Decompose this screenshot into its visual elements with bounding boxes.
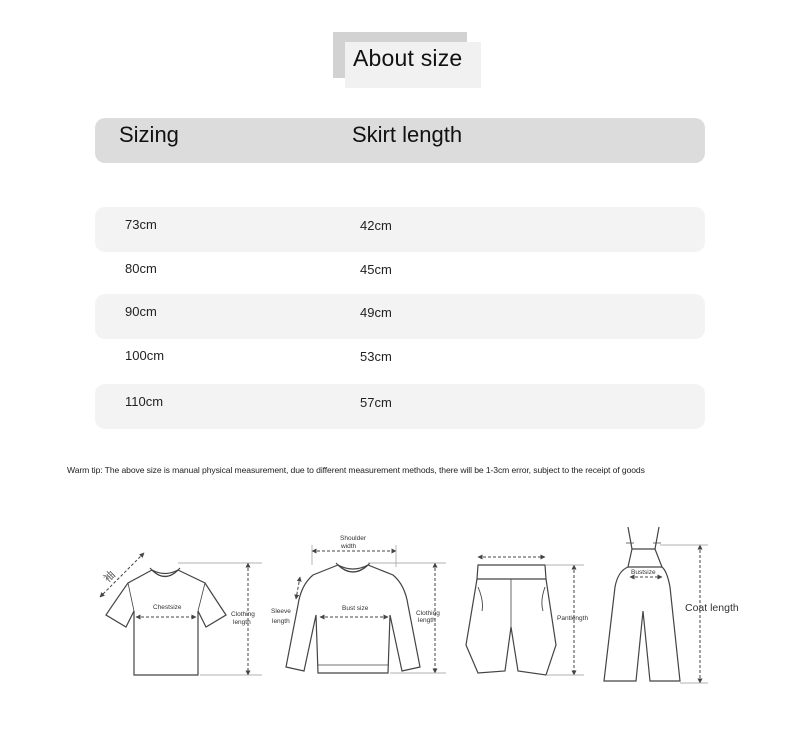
header-skirt-length: Skirt length (352, 122, 463, 147)
header-sizing: Sizing (119, 122, 179, 147)
pants-length-label: Pantlength (557, 615, 589, 622)
warm-tip: Warm tip: The above size is manual physical measurement, due to different measurement methods, there will be 1-3cm error, subject to the receipt of goods (67, 465, 645, 475)
cell-skirt-length: 49cm (360, 305, 392, 320)
cell-sizing: 100cm (125, 348, 165, 363)
tshirt-chest-label: Chestsize (153, 604, 182, 611)
tshirt-illustration (106, 568, 226, 675)
table-row (95, 384, 705, 429)
overalls-illustration (604, 527, 680, 681)
table-header (95, 118, 705, 163)
cell-skirt-length: 45cm (360, 262, 392, 277)
sweater-bust-label: Bust size (342, 605, 369, 612)
sweater-sleeve-label-2: length (272, 618, 290, 625)
overalls-coat-label: Coat length (685, 602, 739, 614)
sweater-length-label-1: Clothing (416, 610, 440, 617)
cell-sizing: 73cm (125, 217, 157, 232)
tshirt-length-label-2: length (233, 619, 251, 626)
sweater-shoulder-label-1: Shoulder (340, 535, 367, 542)
overalls-bust-label: Bustsize (631, 569, 656, 576)
page-title: About size (353, 45, 463, 71)
cell-sizing: 90cm (125, 304, 157, 319)
tshirt-sleeve-label: 袖 (101, 568, 118, 586)
sweater-sleeve-line (296, 577, 300, 599)
measurement-diagram (0, 515, 800, 737)
cell-skirt-length: 57cm (360, 395, 392, 410)
table-row (95, 338, 705, 383)
sweater-length-label-2: length (418, 617, 436, 624)
pants-illustration (466, 565, 556, 675)
cell-sizing: 110cm (125, 394, 164, 409)
cell-skirt-length: 42cm (360, 218, 392, 233)
sweater-illustration (286, 563, 420, 673)
table-row (95, 207, 705, 252)
table-row (95, 294, 705, 339)
cell-skirt-length: 53cm (360, 349, 392, 364)
sweater-sleeve-label-1: Sleeve (271, 608, 291, 615)
cell-sizing: 80cm (125, 261, 157, 276)
sweater-shoulder-label-2: width (341, 543, 357, 550)
title-box (333, 32, 483, 90)
table-row (95, 251, 705, 296)
tshirt-length-label-1: Clothing (231, 611, 255, 618)
